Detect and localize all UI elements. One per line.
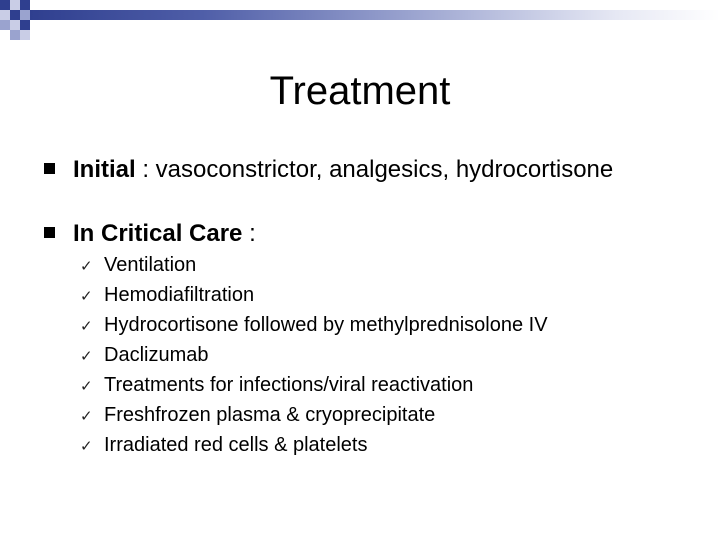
list-item xyxy=(80,341,548,371)
corner-decoration xyxy=(0,0,720,48)
list-item xyxy=(80,371,548,401)
deco-square xyxy=(10,20,20,30)
list-item xyxy=(80,251,548,281)
deco-square xyxy=(10,10,20,20)
critical-care-list xyxy=(80,251,548,461)
checkmark-icon: ✓ xyxy=(80,348,93,365)
deco-square xyxy=(20,10,30,20)
bullet-initial xyxy=(44,155,613,185)
list-item xyxy=(80,281,548,311)
deco-square xyxy=(20,30,30,40)
list-item-text: Daclizumab xyxy=(104,344,209,366)
checkmark-icon: ✓ xyxy=(80,258,93,275)
list-item-text: Ventilation xyxy=(104,254,197,276)
bullet-term: In Critical Care xyxy=(73,220,243,247)
checkmark-icon: ✓ xyxy=(80,438,93,455)
checkmark-icon: ✓ xyxy=(80,408,93,425)
deco-square xyxy=(0,20,10,30)
bullet-critical-care xyxy=(44,219,256,249)
list-item-text: Irradiated red cells & platelets xyxy=(104,434,368,456)
deco-square xyxy=(10,30,20,40)
deco-square xyxy=(0,10,10,20)
checkmark-icon: ✓ xyxy=(80,288,93,305)
checkmark-icon: ✓ xyxy=(80,318,93,335)
list-item xyxy=(80,401,548,431)
square-bullet-icon xyxy=(44,163,55,174)
deco-square xyxy=(0,0,10,10)
bullet-text: : vasoconstrictor, analgesics, hydrocortisone xyxy=(135,156,614,183)
checkmark-icon: ✓ xyxy=(80,378,93,395)
bullet-term: Initial xyxy=(73,156,136,183)
square-bullet-icon xyxy=(44,227,55,238)
deco-square xyxy=(20,0,30,10)
list-item-text: Hydrocortisone followed by methylprednisolone IV xyxy=(104,314,548,336)
slide-title: Treatment xyxy=(269,69,451,113)
deco-square xyxy=(10,0,20,10)
list-item-text: Treatments for infections/viral reactivation xyxy=(104,374,474,396)
list-item-text: Freshfrozen plasma & cryoprecipitate xyxy=(104,404,436,426)
deco-square xyxy=(20,20,30,30)
list-item xyxy=(80,311,548,341)
deco-gradient-bar xyxy=(30,10,720,20)
bullet-text: : xyxy=(242,220,256,247)
list-item xyxy=(80,431,548,461)
list-item-text: Hemodiafiltration xyxy=(104,284,255,306)
